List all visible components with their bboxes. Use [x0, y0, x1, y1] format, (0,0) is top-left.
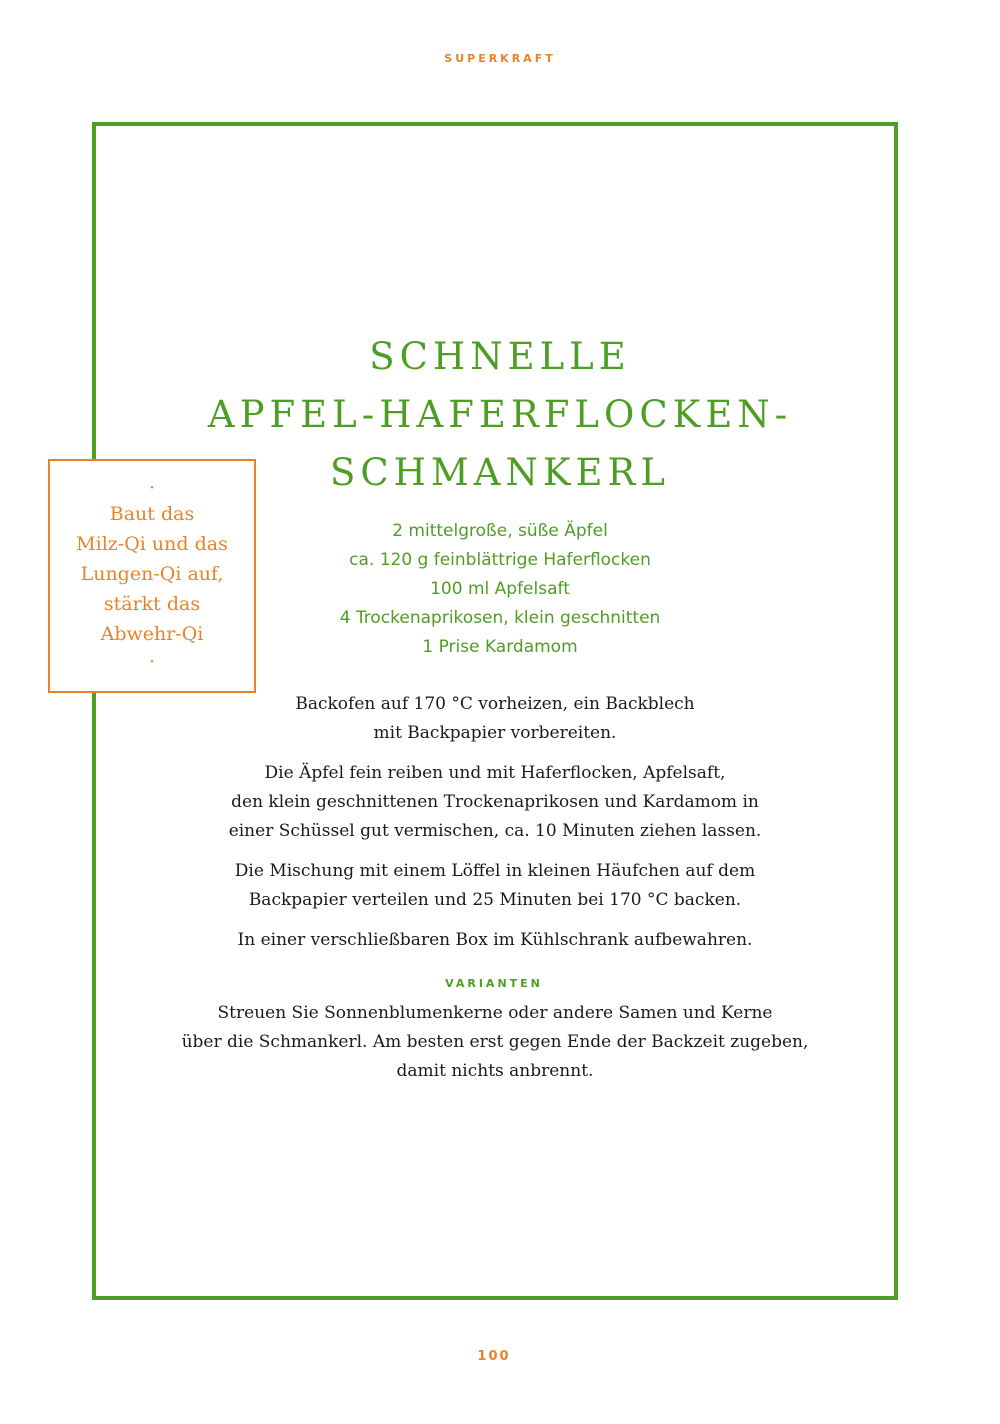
benefit-line: Abwehr-Qi — [100, 623, 204, 645]
benefit-dot-bottom: · — [148, 649, 156, 673]
ingredient-item: 100 ml Apfelsaft — [430, 579, 570, 599]
title-line: APFEL-HAFERFLOCKEN- — [207, 393, 793, 436]
ingredient-list — [250, 517, 750, 662]
benefit-line: Milz-Qi und das — [76, 533, 228, 555]
variants-text — [140, 999, 850, 1086]
ingredient-item: ca. 120 g feinblättrige Haferflocken — [349, 550, 651, 570]
step-line: den klein geschnittenen Trockenaprikosen und Kardamom in — [231, 792, 759, 812]
benefit-line: Baut das — [109, 503, 195, 525]
variants-line: damit nichts anbrennt. — [396, 1061, 594, 1081]
step-line: Backpapier verteilen und 25 Minuten bei 170 °C backen. — [248, 890, 742, 910]
benefit-line: Lungen-Qi auf, — [80, 563, 224, 585]
step-line: In einer verschließbaren Box im Kühlschrank aufbewahren. — [237, 930, 753, 950]
variants-line: über die Schmankerl. Am besten erst gegen Ende der Backzeit zugeben, — [181, 1032, 809, 1052]
step-paragraph — [170, 759, 820, 846]
ingredient-item: 4 Trockenaprikosen, klein geschnitten — [339, 608, 661, 628]
benefit-line: stärkt das — [103, 593, 201, 615]
ingredient-item: 1 Prise Kardamom — [422, 637, 578, 657]
step-line: einer Schüssel gut vermischen, ca. 10 Minuten ziehen lassen. — [228, 821, 762, 841]
step-line: Die Äpfel fein reiben und mit Haferflocken, Apfelsaft, — [264, 763, 726, 783]
preparation-steps — [170, 690, 820, 966]
benefit-box — [48, 459, 256, 693]
variants-heading: VARIANTEN — [445, 977, 543, 990]
benefit-dot-top: · — [148, 475, 156, 499]
step-line: Die Mischung mit einem Löffel in kleinen Häufchen auf dem — [234, 861, 756, 881]
step-line: Backofen auf 170 °C vorheizen, ein Backblech — [295, 694, 695, 714]
running-head: SUPERKRAFT — [444, 52, 556, 65]
benefit-text — [50, 499, 254, 649]
ingredient-item: 2 mittelgroße, süße Äpfel — [392, 521, 608, 541]
variants-line: Streuen Sie Sonnenblumenkerne oder andere Samen und Kerne — [217, 1003, 773, 1023]
title-line: SCHMANKERL — [330, 451, 670, 494]
page-number: 100 — [477, 1349, 511, 1364]
step-line: mit Backpapier vorbereiten. — [373, 723, 617, 743]
title-line: SCHNELLE — [369, 335, 631, 378]
step-paragraph — [170, 926, 820, 955]
step-paragraph — [170, 690, 820, 748]
step-paragraph — [170, 857, 820, 915]
